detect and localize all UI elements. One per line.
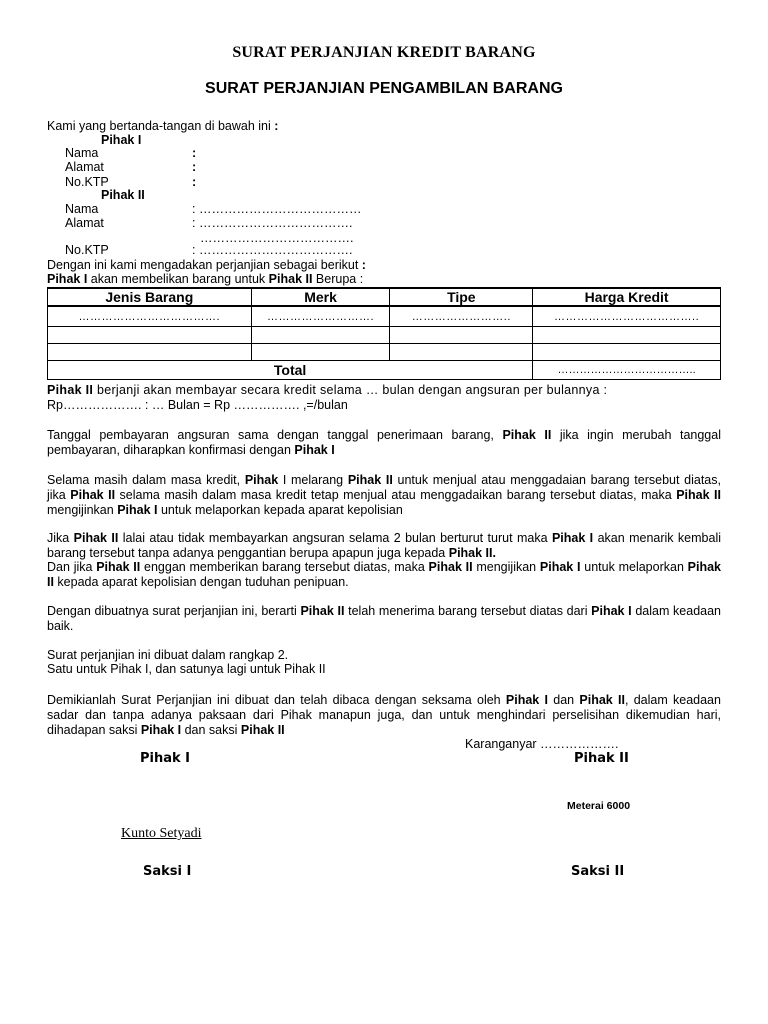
table-cell <box>390 344 533 361</box>
party2-ktp-value: : ………………………………. <box>192 243 353 257</box>
paragraph-refusal: Dan jika Pihak II enggan memberikan barang tersebut diatas, maka Pihak II mengijikan Pihak I untuk melaporkan Pihak II kepada aparat kepolisian dengan tuduhan penipuan. <box>47 560 722 589</box>
table-total-row <box>48 361 721 380</box>
stamp-duty-label: Meterai 6000 <box>567 800 631 812</box>
copies-line-2: Satu untuk Pihak I, dan satunya lagi untuk Pihak II <box>47 662 326 676</box>
payment-line: Pihak II berjanji akan membayar secara kredit selama … bulan dengan angsuran per bulannya : <box>47 383 608 397</box>
document-subtitle: SURAT PERJANJIAN PENGAMBILAN BARANG <box>205 80 563 97</box>
party2-heading: Pihak II <box>101 188 145 202</box>
party2-name-label: Nama <box>65 202 99 216</box>
header-tipe: Tipe <box>390 288 533 306</box>
party1-address-label: Alamat <box>65 160 104 174</box>
party1-address-value: : <box>192 160 197 174</box>
header-jenis-barang: Jenis Barang <box>48 288 252 306</box>
party2-address-cont: ………………………………. <box>200 231 354 245</box>
total-value: ……………………………….. <box>533 361 721 380</box>
signature-party2-label: Pihak II <box>574 751 629 766</box>
total-label: Total <box>48 361 533 380</box>
party1-name-value: : <box>192 146 197 160</box>
table-cell: ………………………. <box>251 306 390 327</box>
party2-address-value: : ………………………………. <box>192 216 353 230</box>
table-cell <box>48 327 252 344</box>
party1-name-label: Nama <box>65 146 99 160</box>
table-cell: …………………….. <box>390 306 533 327</box>
paragraph-payment-date: Tanggal pembayaran angsuran sama dengan tanggal penerimaan barang, Pihak II jika ingin merubah tanggal pembayaran, diharapkan konfirmasi dengan Pihak I <box>47 428 721 457</box>
place-date: Karanganyar ………………. <box>465 737 619 751</box>
signature-party1-label: Pihak I <box>140 751 191 766</box>
buy-line: Pihak I akan membelikan barang untuk Pihak II Berupa : <box>47 272 364 286</box>
intro-line: Kami yang bertanda-tangan di bawah ini : <box>47 119 279 133</box>
table-cell: ………………………………. <box>48 306 252 327</box>
party2-ktp-label: No.KTP <box>65 243 109 257</box>
agreement-line: Dengan ini kami mengadakan perjanjian sebagai berikut : <box>47 258 366 272</box>
paragraph-credit-period: Selama masih dalam masa kredit, Pihak I melarang Pihak II untuk menjual atau menggadaian barang tersebut diatas, jika Pihak II selama masih dalam masa kredit tetap menjual atau menggadaikan barang tersebut diatas, maka Pihak II mengijinkan Pihak I untuk melaporkan kepada aparat kepolisian <box>47 473 721 517</box>
header-harga-kredit: Harga Kredit <box>533 288 721 306</box>
table-row <box>48 344 721 361</box>
witness1-label: Saksi I <box>143 864 192 879</box>
table-row <box>48 306 721 327</box>
party1-ktp-value: : <box>192 175 197 189</box>
document-title: SURAT PERJANJIAN KREDIT BARANG <box>232 44 536 61</box>
paragraph-default: Jika Pihak II lalai atau tidak membayarkan angsuran selama 2 bulan berturut turut maka Pihak I akan menarik kembali barang tersebut tanpa adanya penggantian berupa apapun juga kepada Pihak II. <box>47 531 722 560</box>
table-cell <box>533 327 721 344</box>
witness2-label: Saksi II <box>571 864 625 879</box>
paragraph-acceptance: Dengan dibuatnya surat perjanjian ini, berarti Pihak II telah menerima barang tersebut diatas dari Pihak I dalam keadaan baik. <box>47 604 722 633</box>
party1-heading: Pihak I <box>101 133 142 147</box>
party1-ktp-label: No.KTP <box>65 175 109 189</box>
party2-address-label: Alamat <box>65 216 104 230</box>
payment-amount-line: Rp………………. : … Bulan = Rp ……………. ,=/bulan <box>47 398 348 412</box>
goods-table <box>47 287 721 380</box>
table-cell: ……………………………….. <box>533 306 721 327</box>
party2-name-value: : ………………………………… <box>192 202 362 216</box>
paragraph-closing: Demikianlah Surat Perjanjian ini dibuat dan telah dibaca dengan seksama oleh Pihak I dan Pihak II, dalam keadaan sadar dan tanpa adanya paksaan dari Pihak manapun juga, dan untuk menghindari perselisihan dikemudian hari, dihadapan saksi Pihak I dan saksi Pihak II <box>47 693 721 737</box>
table-row <box>48 327 721 344</box>
table-cell <box>390 327 533 344</box>
table-cell <box>533 344 721 361</box>
header-merk: Merk <box>251 288 390 306</box>
table-cell <box>251 327 390 344</box>
copies-line-1: Surat perjanjian ini dibuat dalam rangkap 2. <box>47 648 289 662</box>
party1-signatory-name: Kunto Setyadi <box>121 826 202 841</box>
table-cell <box>251 344 390 361</box>
table-cell <box>48 344 252 361</box>
